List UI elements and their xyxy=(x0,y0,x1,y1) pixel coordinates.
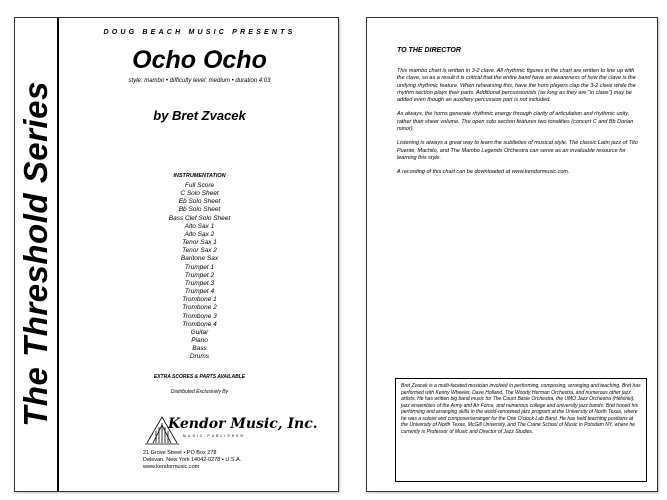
instrument-item: Trombone 2 xyxy=(182,304,217,312)
publisher-name: Kendor Music, Inc. xyxy=(168,416,318,432)
style-line: style: mambo • difficulty level: medium • duration 4:03 xyxy=(128,78,271,84)
notes-paragraph: A recording of this chart can be downloaded at www.kendormusic.com. xyxy=(397,169,570,176)
instrument-item: Trombone 3 xyxy=(182,312,217,320)
instrumentation-list xyxy=(61,182,338,361)
notes-paragraph: As always, the horns generate rhythmic energy through clarity of articulation and rhythmic unity, rather than sheer volume. The open solo section features two tonalities (concert C and Bb Dorian minor). xyxy=(397,111,634,133)
notes-paragraph: Listening is always a great way to learn the subtleties of musical style. The classic Latin jazz of Tito Puente, Machito, and The Mambo Legends Orchestra can serve as an invaluable resource for learning this style. xyxy=(397,140,638,161)
instrument-item: Tenor Sax 1 xyxy=(182,239,217,247)
instrument-item: Trombone 1 xyxy=(182,296,217,304)
instrument-item: Trumpet 4 xyxy=(184,288,215,296)
notes-paragraph: This mambo chart is written in 3-2 clave. All rhythmic figures in the chart are written to line up with the clave, so as a result it is critical that the entire band have an awareness of how the clave is the unifying rhythmic feature. When rehearsing this, have the horn players clap the 3-2 clave while the rhythm section plays their parts. Additional percussionists (as long as they are "in clave") may be added even though an auxiliary percussion part is not included. xyxy=(397,68,636,104)
director-notes xyxy=(397,68,643,184)
instrument-item: Full Score xyxy=(184,182,215,189)
publisher-subtitle: MUSIC PUBLISHER xyxy=(183,434,246,438)
publisher-address xyxy=(143,450,241,471)
instrument-item: Bass xyxy=(192,345,207,353)
instrumentation-heading: INSTRUMENTATION xyxy=(173,173,226,179)
address-line: Delevan, New York 14042-0278 • U.S.A. xyxy=(143,457,242,463)
composer-credit: by Bret Zvacek xyxy=(153,108,246,123)
piece-title: Ocho Ocho xyxy=(132,46,267,74)
director-notes-page xyxy=(366,17,658,492)
composer-bio: Bret Zvacek is a multi-faceted musician involved in performing, composing, arranging and teaching. Bret has performed with Kenny Wheeler, Dave Holland, The Woody Herman Orchestra, and numerous other jazz artists. He has written big band music for The Count Basie Orchestra, the UMO Jazz Orchestra (Helsinki), jazz ensembles of the Army and Air Force, and numerous college and university jazz bands. Bret honed his performing and arranging skills in the world-renowned jazz program at the University of North Texas, where he was a soloist and composer/arranger for the One O'clock Lab Band. He has held teaching positions at the University of North Texas, McGill University, and The Crane School of Music in Potsdam NY, where he currently is Professor of Music and Director of Jazz Studies. xyxy=(401,383,641,435)
instrument-item: Tenor Sax 2 xyxy=(182,247,217,255)
series-title: The Threshold Series xyxy=(17,81,54,427)
presents-line: DOUG BEACH MUSIC PRESENTS xyxy=(103,29,296,36)
composer-bio-box xyxy=(395,378,647,482)
instrument-item: Bb Solo Sheet xyxy=(178,206,221,214)
instrument-item: Piano xyxy=(191,336,208,344)
director-heading: TO THE DIRECTOR xyxy=(397,47,461,54)
extra-scores-note: EXTRA SCORES & PARTS AVAILABLE xyxy=(153,374,246,380)
instrument-item: Alto Sax 1 xyxy=(184,222,215,230)
cover-page xyxy=(14,17,339,492)
distributed-by: Distributed Exclusively By xyxy=(170,389,229,395)
instrument-item: Alto Sax 2 xyxy=(184,230,215,238)
instrument-item: Baritone Sax xyxy=(180,255,219,263)
instrument-item: Bass Clef Solo Sheet xyxy=(168,214,231,222)
instrument-item: Eb Solo Sheet xyxy=(178,198,221,206)
instrument-item: C Solo Sheet xyxy=(180,190,219,198)
instrument-item: Trumpet 3 xyxy=(184,279,215,287)
instrument-item: Drums xyxy=(189,353,210,361)
instrument-item: Trumpet 2 xyxy=(184,271,215,279)
instrument-item: Guitar xyxy=(190,328,209,336)
series-sidebar xyxy=(15,18,59,491)
address-line: 21 Grove Street • PO Box 278 xyxy=(143,450,217,456)
instrument-item: Trumpet 1 xyxy=(184,263,215,271)
instrument-item: Trombone 4 xyxy=(182,320,217,328)
address-line: www.kendormusic.com xyxy=(143,464,200,470)
